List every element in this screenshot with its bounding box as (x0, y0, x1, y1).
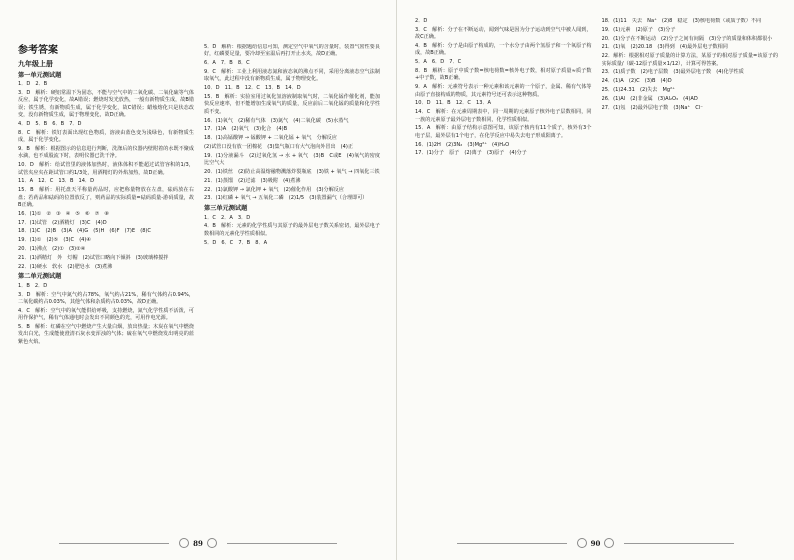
right-column-1 (415, 18, 592, 530)
footer-ornament-icon (577, 538, 587, 548)
footer-rule (457, 543, 567, 544)
page-title: 参考答案 (18, 45, 58, 56)
answer-line: 4．C 解析：空气中的氧气能供给呼吸，支持燃烧，氮气化学性质不活泼，可用作保护气，稀有气体通电时会发出不同颜色的光，可用作电光源。 (18, 307, 194, 322)
answer-line: 3．D 解析：硬铝常温下为固态，不能与空气中的二氧化碳、二氧化硫等气体反应，属于化学变化，故A错误；燃烧时发光放热，一般有新物质生成，故B错误；铁生锈，有新物质生成，属于化学变化，故C错误；蜡烛熔化只是状态改变，没有新物质生成，属于物理变化，故D正确。 (18, 89, 194, 119)
page-number: 89 (193, 538, 203, 548)
answer-line: 20．(1)分子在不断运动 (2)分子之间有间隔 (3)分子的质量和体积都很小 (601, 35, 773, 42)
page-number: 90 (590, 538, 601, 548)
answer-line: 22．解析：根据相对原子质量的计算方法，某原子的相对原子质量=该原子的实际质量/（碳-12原子质量×1/12），计算可得答案。 (601, 53, 778, 67)
answer-line: 10．D 11．B 12．C 13．A (415, 100, 492, 107)
answer-line: 9．C 解析：工业上利用液态氮和液态氧的沸点不同，采用分离液态空气法制取氧气，此过程中没有新物质生成，属于物理变化。 (204, 69, 380, 83)
right-page (397, 0, 794, 560)
answer-line: 4．D 5．B 6．B 7．D (18, 120, 82, 127)
answer-line: 5．B 解析：红磷在空气中燃烧产生大量白烟，放出热量；木炭在氧气中燃烧发出白光，生成能使澄清石灰水变浑浊的气体；硫在氧气中燃烧发出明亮的蓝紫色火焰。 (18, 323, 194, 345)
section-heading: 第二单元测试题 (18, 273, 62, 281)
answer-line: 24．(1)A (2)C (3)B (4)D (601, 78, 672, 85)
answer-line: 4．B 解析：分子是由原子构成的，一个水分子由两个氢原子和一个氧原子构成，故B正确。 (415, 43, 592, 57)
answer-line: 22．(1)氯酸钾 → 氯化钾 + 氧气 (2)催化作用 (3)分解反应 (204, 186, 344, 193)
answer-line: 22．(1)硬水 软水 (2)肥皂水 (3)煮沸 (18, 263, 113, 270)
answer-line: 19．(1)① (2)⑤ (3)C (4)④ (18, 237, 91, 244)
left-col1-content (18, 71, 194, 346)
answer-line: 27．(1)氖 (2)最外层电子数 (3)Na⁺ Cl⁻ (601, 104, 703, 111)
answer-line: 21．(1)蒸馏 (2)过滤 (3)吸附 (4)煮沸 (204, 177, 301, 184)
answer-line: 8．C 解析：铁钉表面出现红色物质，溶液由蓝色变为浅绿色，有新物质生成，属于化学变化。 (18, 129, 194, 144)
answer-line: 16．(1)2H (2)3N₂ (3)Mg²⁺ (4)H₂O (415, 141, 510, 148)
answer-line: 21．(1)酒精灯 外 灯帽 (2)试管口略向下倾斜 (3)玻璃棒搅拌 (18, 254, 169, 261)
footer-ornament-icon (604, 538, 614, 548)
footer-ornament-icon (179, 538, 189, 548)
answer-line: 9．B 解析：根据图示的信息进行判断，洗涤后的仪器内壁附着的水既不聚成水滴，也不成股流下时，表明仪器已洗干净。 (18, 145, 194, 160)
answer-line: 19．(1)元素 (2)原子 (3)分子 (601, 26, 676, 33)
page-subtitle: 九年级上册 (18, 60, 53, 69)
right-page-footer (397, 534, 794, 552)
answer-line: 16．(1)① ② ③ ④ ⑤ ⑥ ⑦ ⑧ (18, 210, 109, 217)
answer-line: 20．(1)铁丝 (2)防止高温熔融物溅落炸裂瓶底 (3)铁 + 氧气 → 四氧化三铁 (204, 169, 380, 175)
answer-line: 6．A 7．B 8．C (204, 60, 250, 67)
answer-line: 1．B 2．D (18, 282, 48, 289)
answer-line: 9．A 解析：元素符号表示一种元素和该元素的一个原子，金属、稀有气体等由原子直接构成的物质，其元素符号还可表示这种物质。 (415, 84, 592, 98)
answer-line: 5．D 6．C 7．B 8．A (204, 239, 268, 246)
footer-rule (227, 543, 337, 544)
answer-line: 16．(1)氧气 (2)稀有气体 (3)氮气 (4)二氧化碳 (5)水蒸气 (204, 117, 349, 124)
answer-line: 18．(1)高锰酸钾 → 锰酸钾 + 二氧化锰 + 氧气 分解反应 (204, 135, 337, 142)
footer-rule (624, 543, 734, 544)
footer-ornament-icon (207, 538, 217, 548)
answer-line: 2．D (415, 18, 428, 24)
section-heading: 第三单元测试题 (204, 205, 248, 213)
answer-line: 19．(1)分液漏斗 (2)过氧化氢 → 水 + 氧气 (3)B C或E (4)氧气的密度比空气大 (204, 152, 380, 167)
right-col2-content (602, 18, 779, 112)
left-columns (18, 44, 380, 530)
left-col2-content (204, 44, 380, 247)
right-columns (415, 18, 778, 530)
answer-line: 23．(1)红磷 + 氧气 → 五氧化二磷 (2)1/5 (3)装置漏气（合理即可） (204, 195, 368, 202)
answer-line: 1．D 2．B (18, 81, 48, 88)
answer-line: 5．A 6．D 7．C (415, 59, 462, 66)
answer-line: 1．C 2．A 3．D (204, 214, 251, 221)
right-col1-content (415, 18, 592, 158)
answer-line: 26．(1)Al (2)非金属 (3)Al₂O₃ (4)AD (601, 95, 698, 102)
answer-line: 11．A 12．C 13．B 14．D (18, 178, 95, 185)
answer-line: 10．D 解析：给试管里的液体加热时，液体体积不能超过试管容积的1/3，试管夹应夹在距试管口约1/3处，用酒精灯的外焰加热，故D正确。 (18, 162, 194, 176)
left-column-1 (18, 44, 194, 530)
answer-line: 17．(1)试管 (2)酒精灯 (3)C (4)D (18, 219, 107, 226)
answer-line: 21．(1)氧 (2)20.18 (3)得到 (4)最外层电子数相同 (601, 44, 728, 51)
left-page-footer (0, 534, 396, 552)
answer-line: 15．B 解析：用托盘天平称量药品时，应把称量物放在左盘，砝码放在右盘；若药品和砝码的位置放反了，则药品的实际质量=砝码质量-游码质量，故B正确。 (18, 187, 194, 208)
answer-line: 4．B 解析：元素的化学性质与其原子的最外层电子数关系密切，最外层电子数相同的元素化学性质相似。 (204, 223, 380, 237)
answer-line: 10．D 11．B 12．C 13．B 14．D (204, 85, 301, 92)
answer-line: 17．(1)A (2)氧气 (3)化合 (4)B (204, 126, 288, 133)
answer-line: 3．C 解析：分子在不断运动，闻到气味是因为分子运动到空气中被人闻到，故C正确。 (415, 26, 592, 41)
answer-line: 20．(1)沸点 (2)① (3)②④ (18, 245, 86, 252)
answer-line: 3．D 解析：空气中氮气约占78%，氧气约占21%，稀有气体约占0.94%，二氧化碳约占0.03%，其他气体和杂质约占0.03%，故D正确。 (18, 291, 194, 305)
answer-line: 8．B 解析：原子中质子数=核电荷数=核外电子数，相对原子质量≈质子数+中子数，故B正确。 (415, 68, 592, 82)
answer-line: 23．(1)质子数 (2)电子层数 (3)最外层电子数 (4)化学性质 (601, 69, 744, 76)
answer-line: 14．C 解析：在元素周期表中，同一周期的元素原子核外电子层数相同，同一族的元素原子最外层电子数相同，化学性质相似。 (415, 109, 592, 123)
answer-line: 5．D 解析：根据题给信息可知，测定空气中氧气的含量时，装置气密性要良好，红磷要足量，要冷却至室温后再打开止水夹，故D正确。 (204, 44, 380, 58)
answer-line: 15．B 解析：实验室用过氧化氢溶液制取氧气时，二氧化锰作催化剂，能加快反应速率，但不能增加生成氧气的质量，反应前后二氧化锰的质量和化学性质不变。 (204, 94, 380, 115)
answer-line: 25．(1)24.31 (2)失去 Mg²⁺ (601, 86, 675, 93)
answer-line: 18．(1)C (2)B (3)A (4)G (5)H (6)F (7)E (8)C (18, 228, 151, 235)
left-column-2 (204, 44, 380, 530)
answer-line: 17．(1)分子 原子 (2)离子 (3)原子 (4)分子 (415, 150, 527, 157)
answer-line: (2)试管口没有放一团棉花 (3)集气瓶口有大气泡向外冒出 (4)正 (204, 144, 353, 150)
section-heading: 第一单元测试题 (18, 71, 62, 79)
footer-rule (59, 543, 169, 544)
answer-line: 15．A 解析：由原子结构示意图可知，该原子核内有11个质子，核外有3个电子层，最外层有1个电子，在化学反应中易失去电子形成阳离子。 (415, 125, 592, 139)
right-column-2 (602, 18, 779, 530)
answer-line: 18．(1)11 失去 Na⁺ (2)8 稳定 (3)核电荷数（或质子数）不同 (601, 18, 762, 24)
